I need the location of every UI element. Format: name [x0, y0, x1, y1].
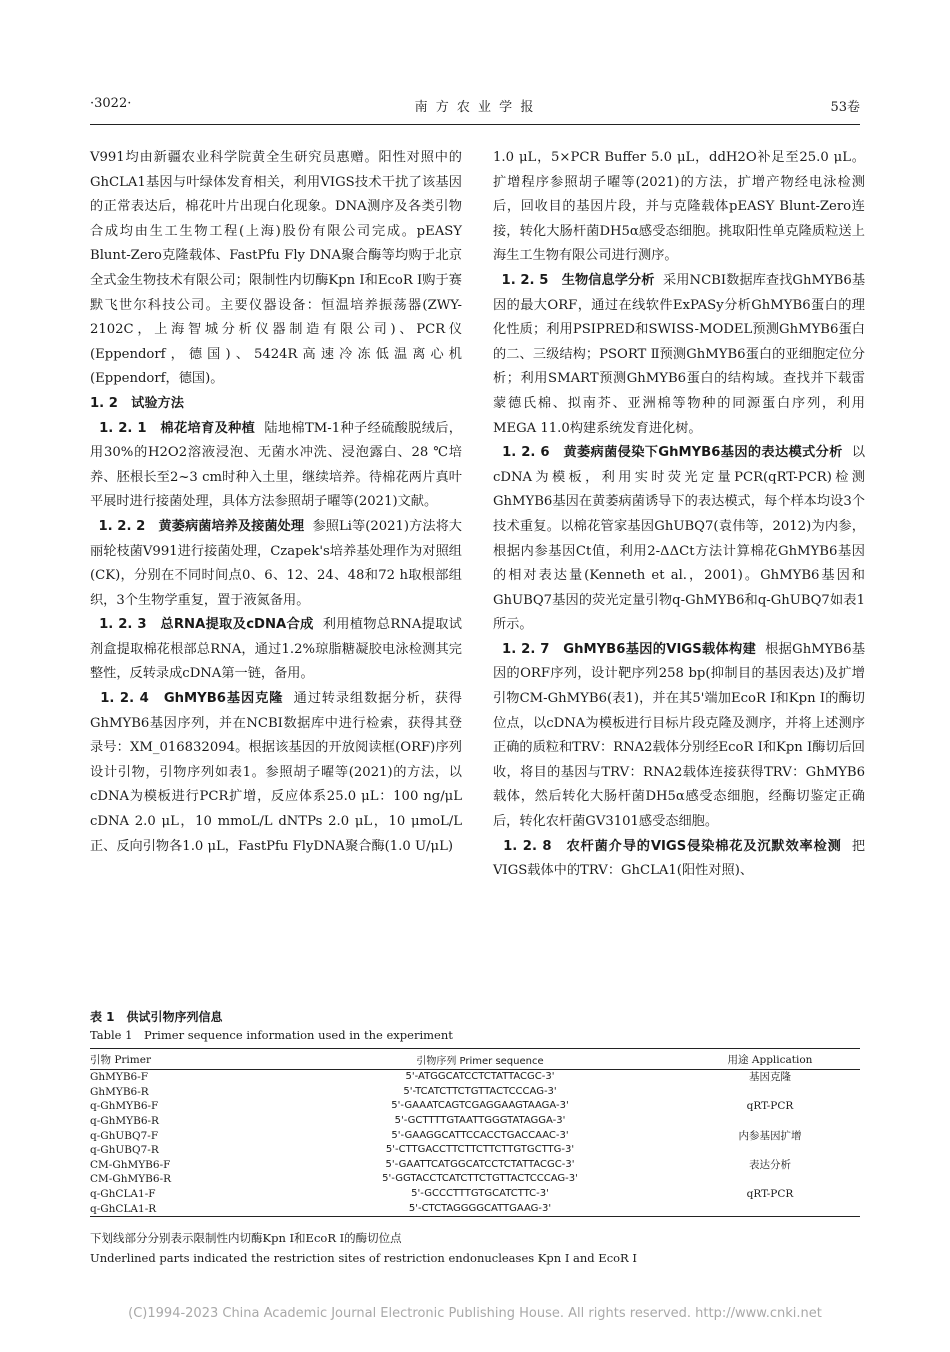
page-number: ·3022·	[90, 96, 132, 111]
table-row	[90, 1070, 860, 1085]
table-cell: 5'-ATGGCATCCTCTATTACGC-3'	[405, 1071, 555, 1083]
paragraph: V991均由新疆农业科学院黄全生研究员惠赠。阳性对照中的GhCLA1基因与叶绿体发育相关，利用VIGS技术干扰了该基因的正常表达后，棉花叶片出现白化现象。DNA测序及各类引物合成均由生工生物工程(上海)股份有限公司完成。pEASY Blunt-Zero克隆载体、FastPfu Fly DNA聚合酶等均购于北京全式金生物技术有限公司；限制性内切酶Kpn Ⅰ和EcoR Ⅰ购于赛默飞世尔科技公司。主要仪器设备：恒温培养振荡器(ZWY-2102C，上海智城分析仪器制造有限公司)、PCR仪(Eppendorf，德国)、5424R高速冷冻低温离心机(Eppendorf，德国)。	[90, 150, 462, 387]
table-caption-cn: 表 1 供试引物序列信息	[90, 1010, 223, 1024]
table-caption-en: Table 1 Primer sequence information used in the experiment	[90, 1028, 453, 1042]
table-cell: q-GhMYB6-F	[90, 1100, 159, 1113]
table-cell: 5'-GGTACCTCATCTTCTGTTACTCCCAG-3'	[382, 1173, 578, 1185]
column-header: 引物序列 Primer sequence	[280, 1049, 680, 1070]
table-cell: 表达分析	[749, 1158, 791, 1171]
table-cell	[680, 1201, 860, 1216]
paragraph: 1. 2. 6 黄萎病菌侵染下GhMYB6基因的表达模式分析 以cDNA为模板，利用实时荧光定量PCR(qRT-PCR)检测GhMYB6基因在黄萎病菌诱导下的表达模式，每个样本均设3个技术重复。以棉花管家基因GhUBQ7(袁伟等，2012)为内参，根据内参基因Ct值，利用2-ΔΔCt方法计算棉花GhMYB6基因的相对表达量(Kenneth et al.，2001)。GhMYB6基因和GhUBQ7基因的荧光定量引物q-GhMYB6和q-GhUBQ7如表1所示。	[493, 445, 865, 633]
table-cell: qRT-PCR	[746, 1100, 794, 1113]
table-cell: 5'-GCTTTTGTAATTGGGTATAGGA-3'	[394, 1115, 566, 1127]
volume-number: 53卷	[830, 100, 860, 115]
table-row	[90, 1099, 860, 1114]
table-row	[90, 1201, 860, 1216]
paragraph: 1. 2. 1 棉花培育及种植 陆地棉TM-1种子经硫酸脱绒后，用30%的H2O2溶液浸泡、无菌水冲洗、浸泡露白、28 ℃培养、胚根长至2~3 cm时种入土里，继续培养。待棉花两片真叶平展时进行接菌处理，具体方法参照胡子曜等(2021)文献。	[90, 420, 462, 510]
copyright-footer: (C)1994-2023 China Academic Journal Electronic Publishing House. All rights reserved. http://www.cnki.net	[128, 1306, 822, 1321]
left-column	[90, 146, 462, 859]
right-column	[493, 146, 865, 884]
table-cell: CM-GhMYB6-R	[90, 1173, 172, 1186]
table-row	[90, 1187, 860, 1202]
table-cell: GhMYB6-F	[90, 1071, 149, 1084]
table-row	[90, 1143, 860, 1158]
table-cell: CM-GhMYB6-F	[90, 1158, 171, 1171]
table-cell: 5'-GAAGGCATTCCACCTGACCAAC-3'	[391, 1129, 569, 1141]
table-cell	[680, 1143, 860, 1158]
table-row	[90, 1172, 860, 1187]
table-cell: 5'-GAATTCATGGCATCCTCTATTACGC-3'	[385, 1158, 575, 1170]
column-header: 用途 Application	[680, 1049, 860, 1070]
table-cell: q-GhMYB6-R	[90, 1115, 159, 1128]
table-cell: GhMYB6-R	[90, 1085, 149, 1098]
table-note-en: Underlined parts indicated the restriction sites of restriction endonucleases Kpn Ⅰ and EcoR Ⅰ	[90, 1251, 637, 1265]
table-cell	[680, 1114, 860, 1129]
running-header	[90, 96, 860, 118]
paragraph: 1. 2. 3 总RNA提取及cDNA合成 利用植物总RNA提取试剂盒提取棉花根部总RNA，通过1.2%琼脂糖凝胶电泳检测其完整性，反转录成cDNA第一链，备用。	[90, 617, 462, 682]
paragraph: 1. 2. 4 GhMYB6基因克隆 通过转录组数据分析，获得GhMYB6基因序列，并在NCBI数据库中进行检索，获得其登录号：XM_016832094。根据该基因的开放阅读框(ORF)序列设计引物，引物序列如表1。参照胡子曜等(2021)的方法，以cDNA为模板进行PCR扩增，反应体系25.0 μL：100 ng/μL cDNA 2.0 μL，10 mmoL/L dNTPs 2.0 μL，10 μmoL/L正、反向引物各1.0 μL，FastPfu FlyDNA聚合酶(1.0 U/μL)	[90, 691, 462, 854]
table-cell: 5'-CTCTAGGGGCATTGAAG-3'	[280, 1201, 680, 1216]
table-row	[90, 1114, 860, 1129]
table-row	[90, 1128, 860, 1143]
paragraph: 1. 2. 8 农杆菌介导的VIGS侵染棉花及沉默效率检测 把VIGS载体中的TRV：GhCLA1(阳性对照)、	[493, 838, 866, 879]
table-cell: q-GhCLA1-F	[90, 1188, 156, 1201]
table-cell: 内参基因扩增	[738, 1129, 802, 1142]
table-cell: 基因克隆	[749, 1071, 791, 1084]
table-cell: 5'-CTTGACCTTCTTCTTCTTGTGCTTG-3'	[385, 1144, 575, 1156]
table-cell: q-GhUBQ7-F	[90, 1129, 159, 1142]
table-cell	[680, 1085, 860, 1100]
table-cell: 5'-GCCCTTTGTGCATCTTC-3'	[411, 1188, 549, 1200]
table-cell: 5'-TCATCTTCTGTTACTCCCAG-3'	[403, 1085, 557, 1097]
column-header: 引物 Primer	[90, 1049, 280, 1070]
table-cell: q-GhCLA1-R	[90, 1201, 280, 1216]
paragraph: 1. 2. 2 黄萎病菌培养及接菌处理 参照Li等(2021)方法将大丽轮枝菌V991进行接菌处理，Czapek's培养基处理作为对照组(CK)，分别在不同时间点0、6、12、24、48和72 h取根部组织，3个生物学重复，置于液氮备用。	[90, 518, 462, 608]
table-header-row	[90, 1049, 860, 1070]
table-row	[90, 1158, 860, 1173]
paragraph: 1. 2. 5 生物信息学分析 采用NCBI数据库查找GhMYB6基因的最大ORF，通过在线软件ExPASy分析GhMYB6蛋白的理化性质；利用PSIPRED和SWISS-MODEL预测GhMYB6蛋白的二、三级结构；PSORT Ⅱ预测GhMYB6蛋白的亚细胞定位分析；利用SMART预测GhMYB6蛋白的结构域。查找并下载雷蒙德氏棉、拟南芥、亚洲棉等物种的同源蛋白序列，利用MEGA 11.0构建系统发育进化树。	[493, 272, 866, 436]
table-caption	[90, 1008, 453, 1044]
table-note	[90, 1228, 637, 1268]
primer-table	[90, 1048, 860, 1217]
table-note-cn: 下划线部分分别表示限制性内切酶Kpn Ⅰ和EcoR Ⅰ的酶切位点	[90, 1231, 402, 1245]
table-cell	[680, 1172, 860, 1187]
section-heading: 1. 2 试验方法	[90, 395, 184, 411]
table-cell: 5'-GAAATCAGTCGAGGAAGTAAGA-3'	[391, 1100, 569, 1112]
paragraph: 1. 2. 7 GhMYB6基因的VIGS载体构建 根据GhMYB6基因的ORF序列，设计靶序列258 bp(抑制目的基因表达)及扩增引物CM-GhMYB6(表1)，并在其5'端加EcoR Ⅰ和Kpn Ⅰ的酶切位点，以cDNA为模板进行目标片段克隆及测序，并将上述测序正确的质粒和TRV：RNA2载体分别经EcoR Ⅰ和Kpn Ⅰ酶切后回收，将目的基因与TRV：RNA2载体连接获得TRV：GhMYB6载体，然后转化大肠杆菌DH5α感受态细胞，经酶切鉴定正确后，转化农杆菌GV3101感受态细胞。	[493, 641, 866, 830]
paragraph: 1.0 μL，5×PCR Buffer 5.0 μL，ddH2O补足至25.0 μL。扩增程序参照胡子曜等(2021)的方法，扩增产物经电泳检测后，回收目的基因片段，并与克隆载体pEASY Blunt-Zero连接，转化大肠杆菌DH5α感受态细胞。挑取阳性单克隆质粒送上海生工生物有限公司进行测序。	[493, 150, 865, 264]
table-cell: q-GhUBQ7-R	[90, 1144, 159, 1157]
table-row	[90, 1085, 860, 1100]
header-rule	[90, 124, 860, 125]
table-cell: qRT-PCR	[746, 1188, 794, 1201]
journal-name: 南 方 农 业 学 报	[414, 100, 536, 115]
